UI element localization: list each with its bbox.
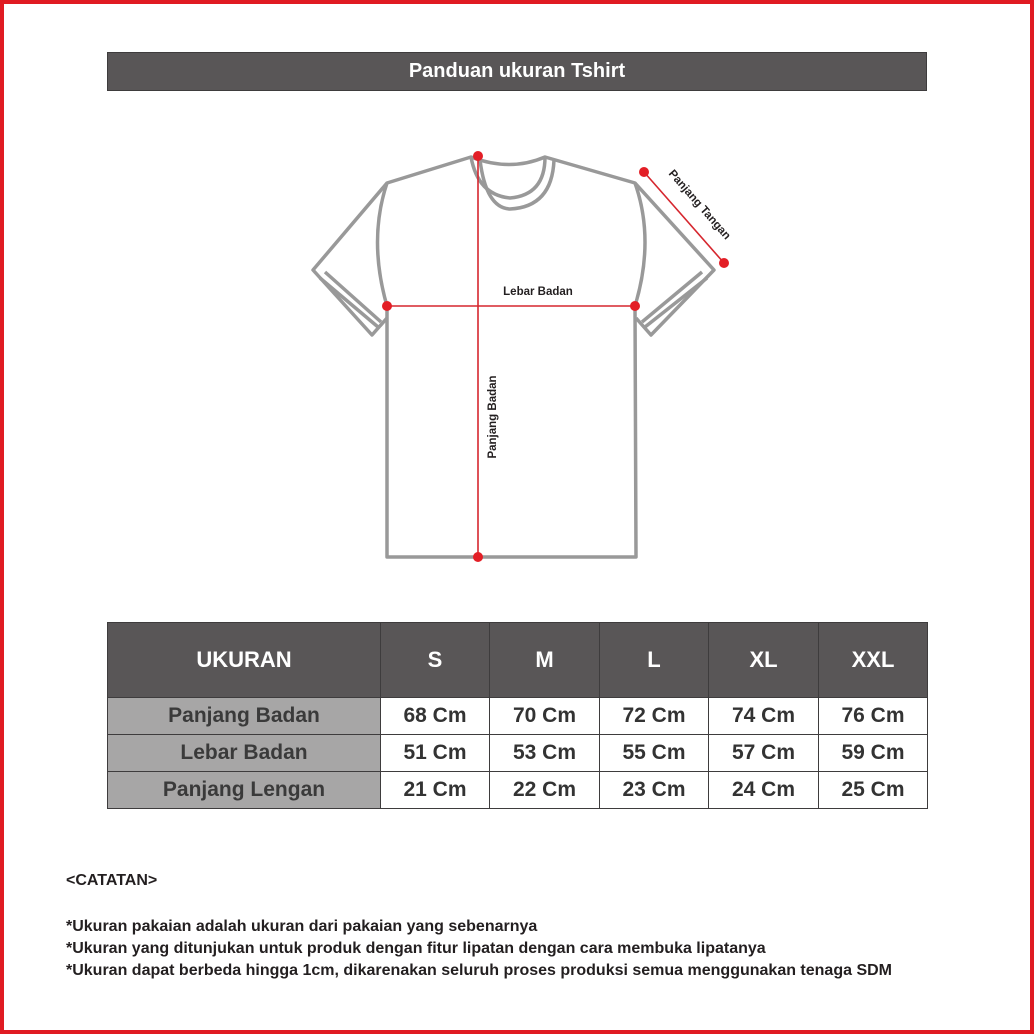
note-line: *Ukuran pakaian adalah ukuran dari pakaian yang sebenarnya [66, 918, 538, 935]
header-size: XXL [819, 623, 928, 698]
point-sleeve-end [719, 258, 729, 268]
note-line: *Ukuran yang ditunjukan untuk produk dengan fitur lipatan dengan cara membuka lipatanya [66, 940, 766, 957]
table-cell: 22 Cm [490, 772, 600, 809]
page-title: Panduan ukuran Tshirt [107, 52, 927, 91]
size-table [107, 622, 928, 809]
header-size: XL [709, 623, 819, 698]
tshirt-outline [313, 157, 714, 557]
table-row [108, 735, 928, 772]
header-ukuran: UKURAN [108, 623, 381, 698]
label-chest-width: Lebar Badan [503, 286, 573, 298]
notes-heading: <CATATAN> [66, 872, 158, 889]
table-cell: 55 Cm [600, 735, 709, 772]
header-size: M [490, 623, 600, 698]
table-row [108, 698, 928, 735]
point-chest-left [382, 301, 392, 311]
point-collar [473, 151, 483, 161]
table-cell: 76 Cm [819, 698, 928, 735]
table-cell: 21 Cm [381, 772, 490, 809]
row-label: Lebar Badan [108, 735, 381, 772]
table-cell: 51 Cm [381, 735, 490, 772]
notes-section [66, 872, 892, 982]
label-body-length: Panjang Badan [487, 375, 499, 459]
table-cell: 53 Cm [490, 735, 600, 772]
table-cell: 23 Cm [600, 772, 709, 809]
table-cell: 59 Cm [819, 735, 928, 772]
measurement-lines [387, 156, 724, 557]
table-cell: 70 Cm [490, 698, 600, 735]
table-header-row [108, 623, 928, 698]
note-line: *Ukuran dapat berbeda hingga 1cm, dikarenakan seluruh proses produksi semua menggunakan tenaga SDM [66, 962, 892, 979]
row-label: Panjang Badan [108, 698, 381, 735]
measurement-points [382, 151, 729, 562]
table-cell: 72 Cm [600, 698, 709, 735]
table-cell: 24 Cm [709, 772, 819, 809]
point-sleeve-top [639, 167, 649, 177]
table-cell: 68 Cm [381, 698, 490, 735]
table-row [108, 772, 928, 809]
table-cell: 25 Cm [819, 772, 928, 809]
point-chest-right [630, 301, 640, 311]
table-cell: 74 Cm [709, 698, 819, 735]
header-size: S [381, 623, 490, 698]
table-cell: 57 Cm [709, 735, 819, 772]
header-size: L [600, 623, 709, 698]
label-sleeve-length: Panjang Tangan [665, 167, 733, 243]
row-label: Panjang Lengan [108, 772, 381, 809]
point-hem [473, 552, 483, 562]
